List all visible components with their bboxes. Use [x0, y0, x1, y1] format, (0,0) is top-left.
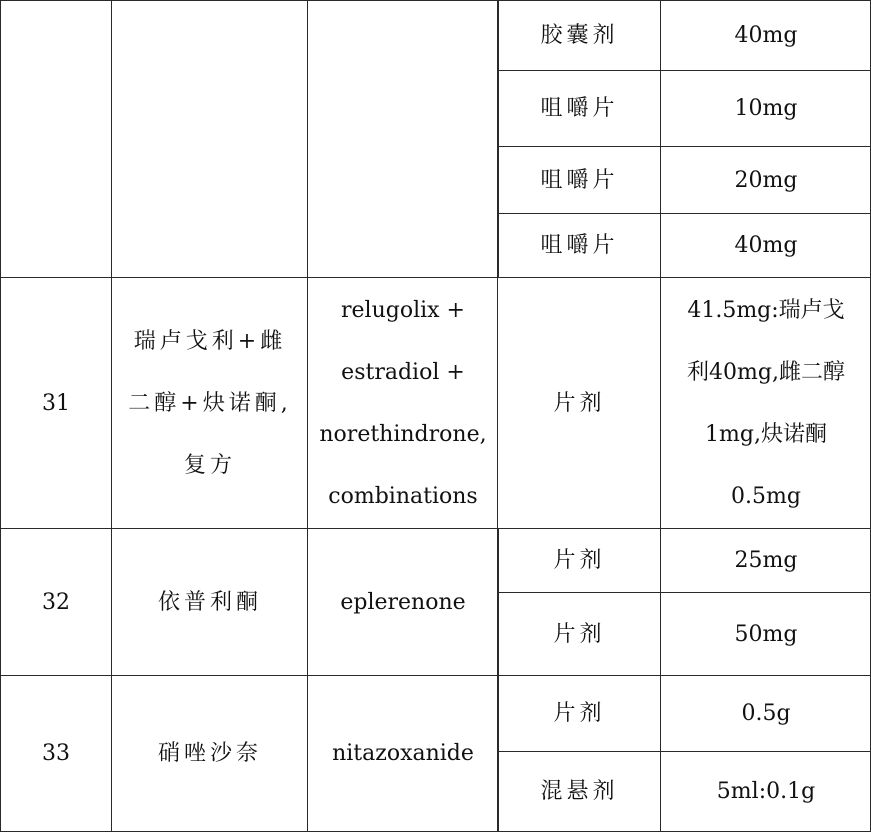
table-cell: 20mg: [734, 167, 798, 193]
table-cell: 片剂: [553, 621, 606, 647]
table-cell: 32: [42, 589, 70, 615]
table-cell: 咀嚼片: [540, 233, 619, 258]
table-cell: 10mg: [734, 96, 798, 121]
table-cell: [0, 0, 112, 278]
table-cell: 混悬剂: [540, 779, 619, 804]
table-cell: 瑞卢戈利+雌 二醇+炔诺酮, 复方: [128, 328, 292, 478]
table-cell: 依普利酮: [157, 589, 262, 615]
table-cell: 咀嚼片: [540, 96, 619, 121]
table-cell: 片剂: [553, 390, 606, 416]
table-cell: 31: [42, 390, 70, 416]
table-cell: 33: [42, 741, 70, 766]
table-cell: 咀嚼片: [540, 167, 619, 193]
table-cell: 40mg: [734, 233, 798, 258]
table-cell: 41.5mg:瑞卢戈 利40mg,雌二醇 1mg,炔诺酮 0.5mg: [687, 297, 845, 509]
table-cell: 50mg: [734, 621, 798, 647]
table-cell: 硝唑沙奈: [157, 741, 262, 766]
table-cell: 25mg: [734, 548, 798, 573]
table-cell: 胶囊剂: [540, 22, 619, 48]
table-cell: 40mg: [734, 22, 798, 48]
table-cell: 片剂: [553, 548, 606, 573]
table-cell: 0.5g: [741, 701, 791, 726]
table-cell: eplerenone: [340, 589, 466, 615]
table-cell: 片剂: [553, 701, 606, 726]
table-cell: 5ml:0.1g: [716, 779, 816, 804]
table-cell: [112, 0, 308, 278]
table-cell: nitazoxanide: [332, 741, 474, 766]
table-cell: [308, 0, 498, 278]
table-cell: relugolix + estradiol + norethindrone, combinations: [319, 297, 487, 509]
